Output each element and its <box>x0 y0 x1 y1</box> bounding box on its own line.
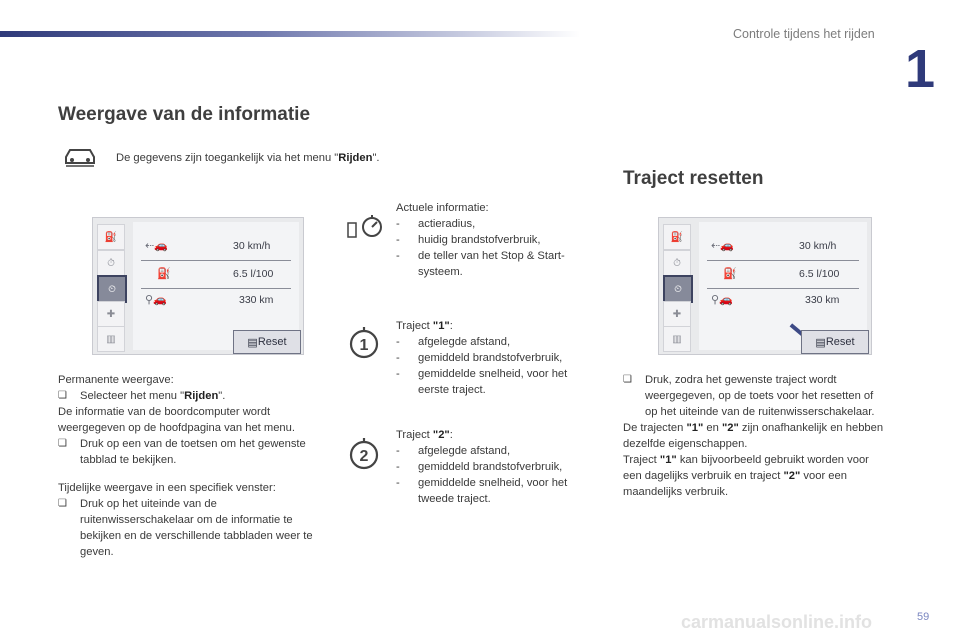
trip2-item: - gemiddeld brandstofverbruik, <box>396 461 563 473</box>
tab-trip-icon[interactable]: ⏲ <box>663 275 693 303</box>
tab-fuel-icon[interactable]: ⛽ <box>663 224 691 250</box>
trips-independent-text: De trajecten "1" en "2" zijn onafhankelijk en hebben dezelfde eigenschappen. <box>623 422 884 450</box>
car-range-icon: ⚲🚗 <box>145 294 167 306</box>
trip1-item: - afgelegde afstand, <box>396 336 511 348</box>
watermark: carmanualsonline.info <box>681 612 873 632</box>
car-menu-icon <box>62 144 98 168</box>
tab-hybrid-icon[interactable]: ✚ <box>663 301 691 327</box>
svg-text:1: 1 <box>359 337 369 354</box>
car-speed-icon: ⇠🚗 <box>145 240 168 252</box>
stopwatch-fuel-icon <box>346 207 384 245</box>
range-value: 330 km <box>805 294 840 306</box>
tab-stopwatch-icon[interactable]: ⏱ <box>97 250 125 276</box>
current-item: - actieradius, <box>396 218 476 230</box>
reset-bullet: ❏ Druk, zodra het gewenste traject wordt weergegeven, op de toets voor het resetten of op het uiteinde van de ruitenwisserschakelaar. <box>623 374 875 418</box>
trips-example-text: Traject "1" kan bijvoorbeeld gebruikt worden voor een dagelijks verbruik en traject "2" voor een maandelijks verbruik. <box>623 454 869 498</box>
reset-button[interactable]: ▤ Reset <box>801 330 869 354</box>
speed-value: 30 km/h <box>233 240 271 252</box>
perm-text: De informatie van de boordcomputer wordt weergegeven op de hoofdpagina van het menu. <box>58 406 295 434</box>
tab-fuel-icon[interactable]: ⛽ <box>97 224 125 250</box>
car-range-icon: ⚲🚗 <box>711 294 733 306</box>
header-bar <box>0 31 580 37</box>
perm-bullet: ❏ Selecteer het menu "Rijden". <box>58 390 226 402</box>
tab-trip-icon[interactable]: ⏲ <box>97 275 127 303</box>
temp-bullet: ❏ Druk op het uiteinde van de ruitenwisserschakelaar om de informatie te bekijken en de verschillende tabbladen weer te geven. <box>58 498 313 558</box>
current-info <box>396 200 586 280</box>
range-value: 330 km <box>239 294 274 306</box>
reset-button[interactable]: ▤ Reset <box>233 330 301 354</box>
speed-value: 30 km/h <box>799 240 837 252</box>
left-body-text <box>58 372 328 560</box>
current-item: - huidig brandstofverbruik, <box>396 234 541 246</box>
section-title: Controle tijdens het rijden <box>733 27 875 41</box>
fuel-pump-icon: ⛽ <box>157 268 171 280</box>
heading-weergave: Weergave van de informatie <box>58 104 311 125</box>
current-title: Actuele informatie: <box>396 202 489 214</box>
tab-chart-icon[interactable]: ▥ <box>663 326 691 352</box>
heading-traject-resetten: Traject resetten <box>623 168 764 189</box>
chapter-number: 1 <box>905 39 936 99</box>
svg-text:2: 2 <box>359 448 369 465</box>
trip-2-info: Traject "2": - afgelegde afstand, - gemiddeld brandstofverbruik, - gemiddelde snelheid, voor het tweede traject. <box>396 427 596 507</box>
trip1-item: - gemiddeld brandstofverbruik, <box>396 352 563 364</box>
display-screen-right <box>658 217 872 355</box>
fuel-pump-icon: ⛽ <box>723 268 737 280</box>
consumption-value: 6.5 l/100 <box>799 268 840 280</box>
tab-hybrid-icon[interactable]: ✚ <box>97 301 125 327</box>
trip-1-info: Traject "1": - afgelegde afstand, - gemiddeld brandstofverbruik, - gemiddelde snelheid, voor het eerste traject. <box>396 318 596 398</box>
trip-1-icon <box>346 324 382 360</box>
temp-title: Tijdelijke weergave in een specifiek venster: <box>58 482 276 494</box>
trip2-item: - afgelegde afstand, <box>396 445 511 457</box>
current-item: - de teller van het Stop & Start-systeem. <box>396 250 565 278</box>
trip2-item: - gemiddelde snelheid, voor het tweede traject. <box>396 477 568 505</box>
trip-2-icon <box>346 435 382 471</box>
perm-title: Permanente weergave: <box>58 374 174 386</box>
page-number: 59 <box>917 611 930 623</box>
perm-bullet-2: ❏ Druk op een van de toetsen om het gewenste tabblad te bekijken. <box>58 438 306 466</box>
display-screen-left <box>92 217 304 355</box>
right-body-text <box>623 372 885 500</box>
car-speed-icon: ⇠🚗 <box>711 240 734 252</box>
trip1-item: - gemiddelde snelheid, voor het eerste traject. <box>396 368 568 396</box>
tab-stopwatch-icon[interactable]: ⏱ <box>663 250 691 276</box>
intro-text: De gegevens zijn toegankelijk via het menu "Rijden". <box>116 152 380 164</box>
consumption-value: 6.5 l/100 <box>233 268 274 280</box>
tab-chart-icon[interactable]: ▥ <box>97 326 125 352</box>
